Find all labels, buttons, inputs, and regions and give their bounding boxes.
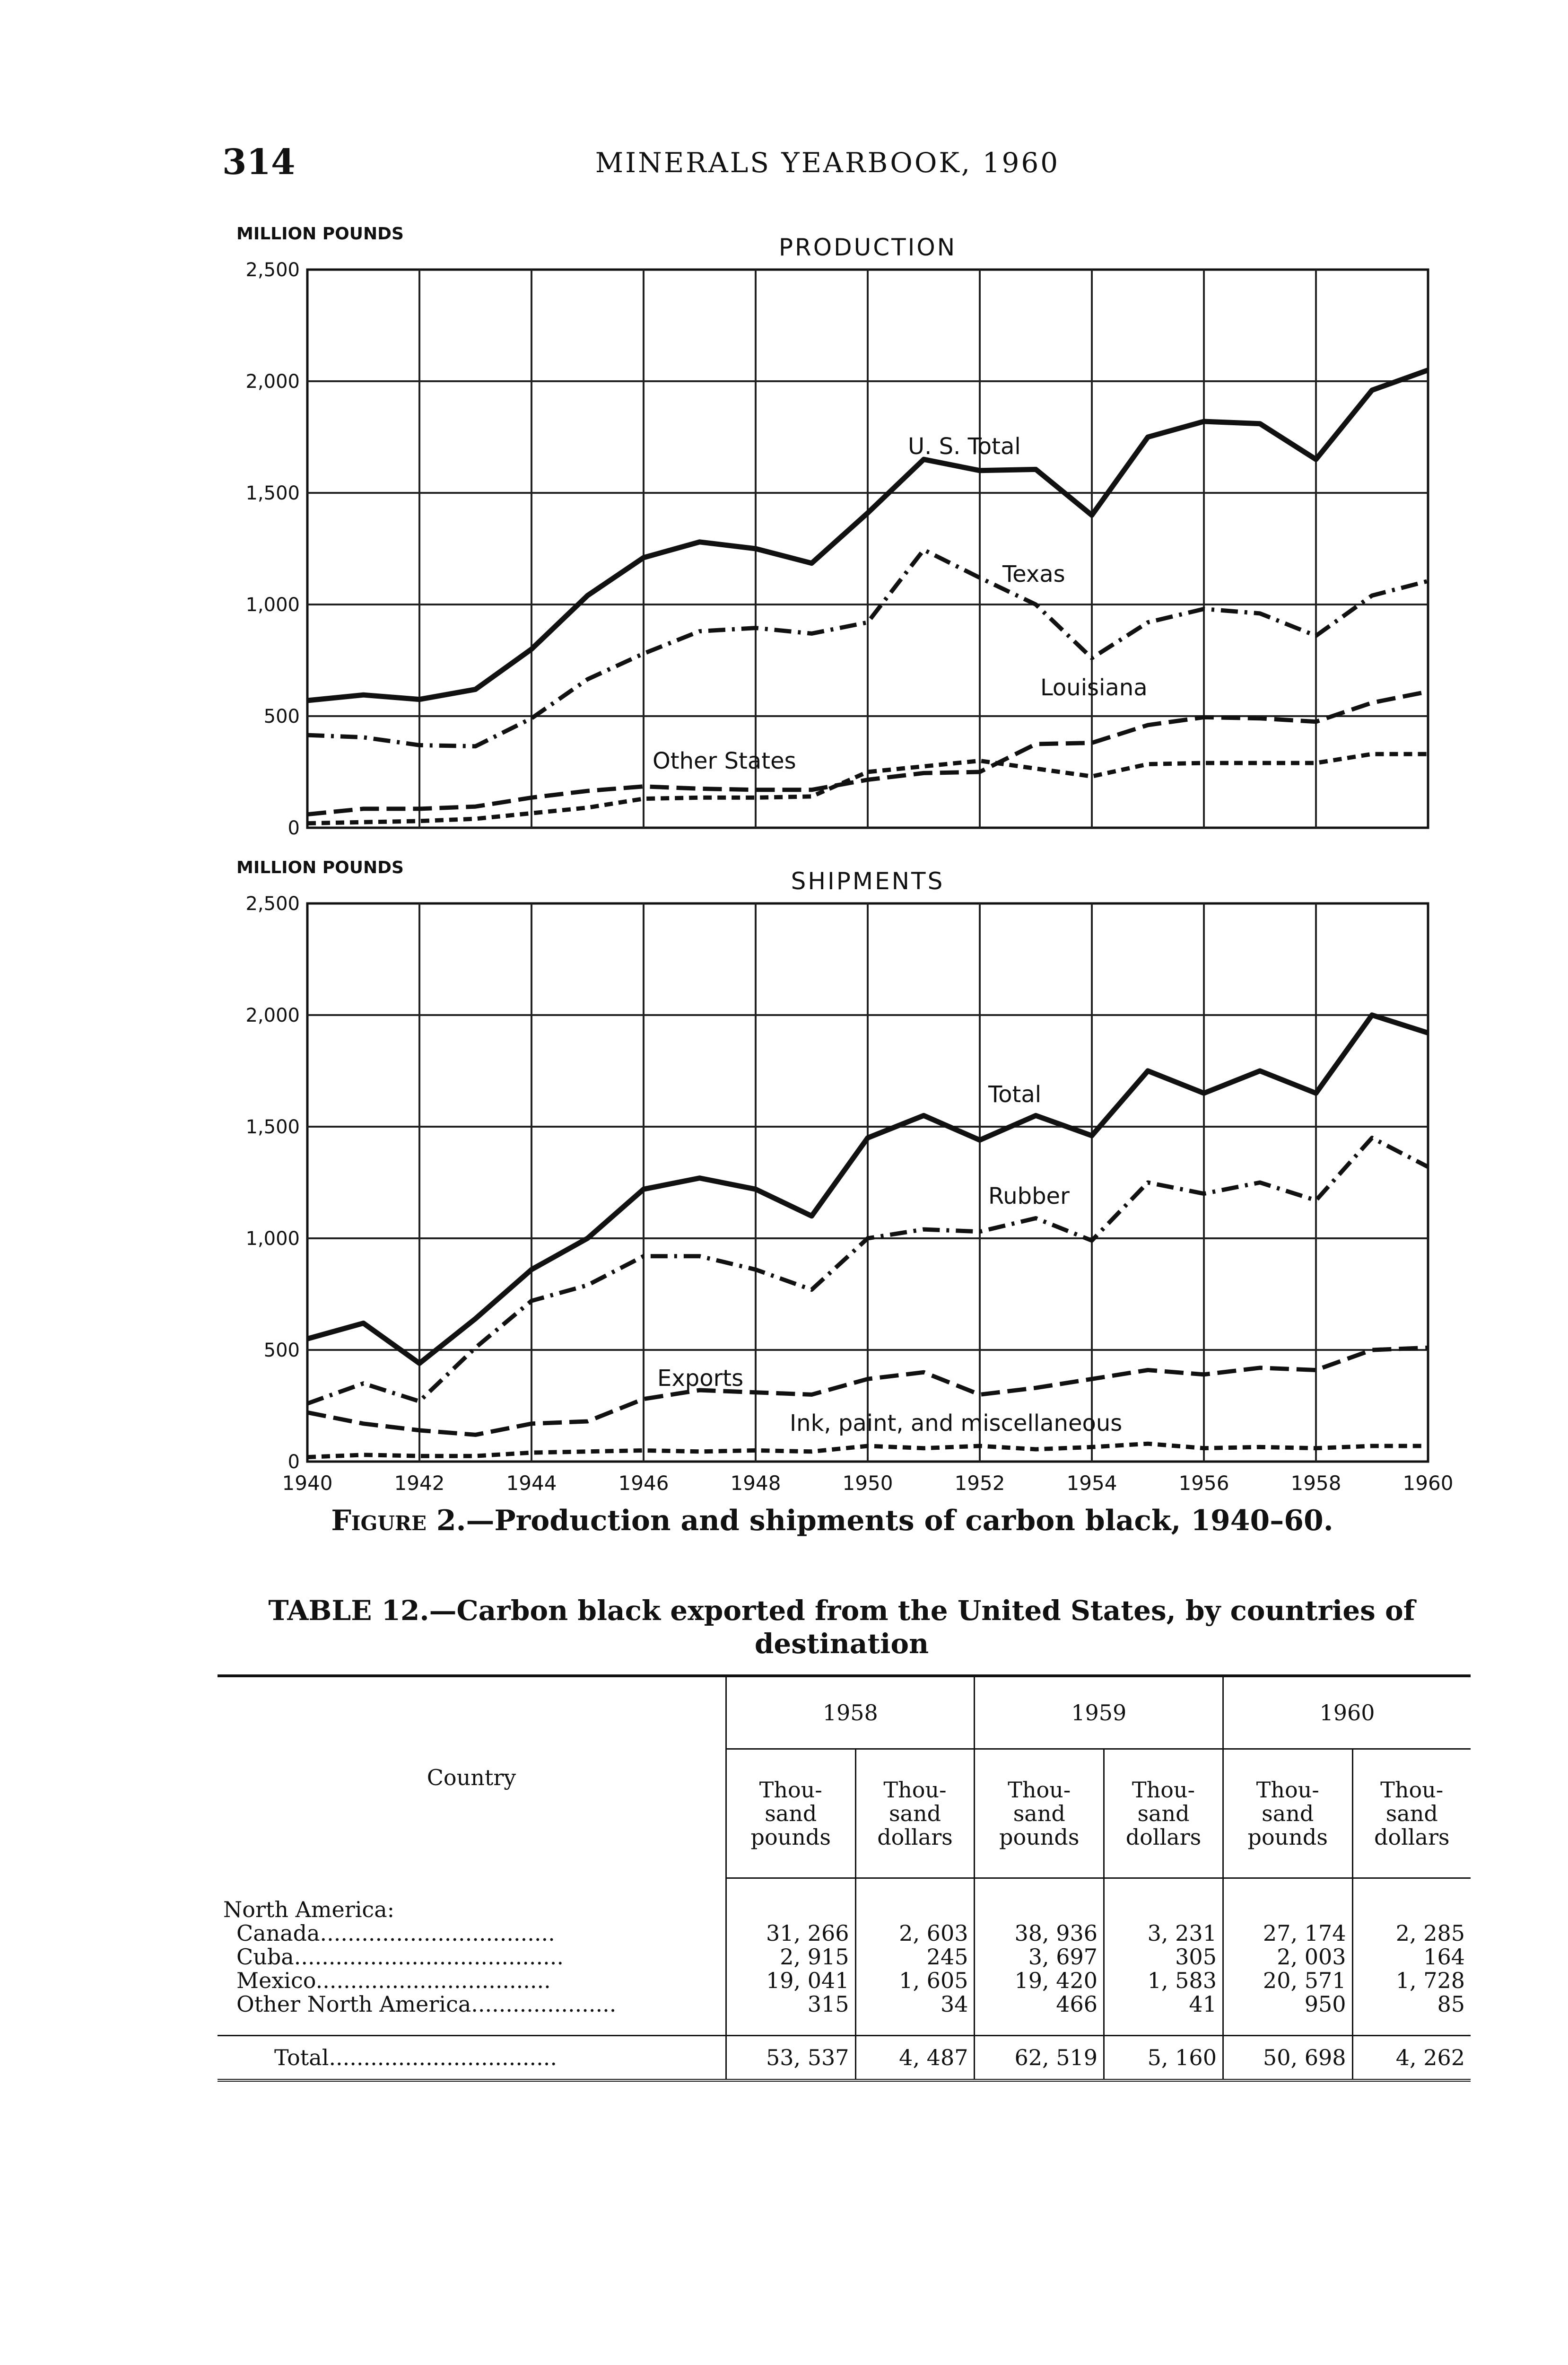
country-column-header: Country bbox=[218, 1676, 726, 1878]
y-tick-label: 2,000 bbox=[245, 371, 300, 393]
table-cell: 315 bbox=[726, 1992, 856, 2016]
x-tick-label: 1940 bbox=[282, 1472, 333, 1495]
x-tick-label: 1946 bbox=[618, 1472, 669, 1495]
unit-header-pounds: Thou- sand pounds bbox=[726, 1749, 856, 1878]
unit-header-dollars: Thou- sand dollars bbox=[1352, 1749, 1471, 1878]
y-tick-label: 2,500 bbox=[245, 259, 300, 281]
y-tick-label: 1,500 bbox=[245, 482, 300, 504]
unit-header-pounds: Thou- sand pounds bbox=[1223, 1749, 1352, 1878]
unit-header-dollars: Thou- sand dollars bbox=[855, 1749, 975, 1878]
x-tick-label: 1944 bbox=[506, 1472, 557, 1495]
table-cell: 2, 285 bbox=[1395, 1920, 1465, 1946]
country-name: Canada bbox=[236, 1921, 320, 1945]
y-tick-label: 1,500 bbox=[245, 1116, 300, 1138]
y-tick-label: 500 bbox=[263, 1340, 300, 1361]
year-header-1958: 1958 bbox=[726, 1676, 975, 1749]
y-tick-label: 2,000 bbox=[245, 1005, 300, 1026]
table-cell: 466 bbox=[975, 1992, 1104, 2016]
series-label-rubber: Rubber bbox=[988, 1183, 1070, 1209]
figure-caption-text: —Production and shipments of carbon black, 1940–60. bbox=[466, 1504, 1333, 1537]
table-cell: 41 bbox=[1104, 1992, 1223, 2016]
series-label-texas: Texas bbox=[1002, 561, 1065, 587]
table-cell: 2, 603 bbox=[855, 1921, 975, 1945]
total-cell: 53, 537 bbox=[726, 2036, 856, 2081]
table-row: Mexico.................................. 19, 041 1, 605 19, 420 1, 583 20, 571 1, 728 bbox=[218, 1969, 1471, 1992]
table-title: TABLE 12.—Carbon black exported from the United States, by countries of destination bbox=[268, 1594, 1415, 1660]
year-header-1960: 1960 bbox=[1223, 1676, 1471, 1749]
table-cell: 305 bbox=[1104, 1945, 1223, 1969]
y-tick-label: 2,500 bbox=[245, 893, 300, 915]
table-cell: 3, 231 bbox=[1104, 1921, 1223, 1945]
x-tick-label: 1942 bbox=[394, 1472, 445, 1495]
figure-label: Figure 2. bbox=[331, 1504, 466, 1537]
x-tick-label: 1958 bbox=[1290, 1472, 1342, 1495]
table-cell: 2, 003 bbox=[1223, 1945, 1352, 1969]
series-label-exports: Exports bbox=[657, 1365, 744, 1392]
country-name: Other North America bbox=[236, 1992, 471, 2016]
x-tick-label: 1950 bbox=[842, 1472, 893, 1495]
table-cell: 245 bbox=[855, 1945, 975, 1969]
production-chart bbox=[142, 218, 1466, 842]
total-label: Total bbox=[274, 2045, 329, 2070]
series-label-u-s-total: U. S. Total bbox=[908, 433, 1021, 460]
table-cell: 164 bbox=[1423, 1944, 1465, 1970]
total-cell: 62, 519 bbox=[975, 2036, 1104, 2081]
series-label-other-states: Other States bbox=[653, 748, 796, 774]
table-row: Cuba....................................... 2, 915 245 3, 697 305 2, 003 164 bbox=[218, 1945, 1471, 1969]
y-axis-label: MILLION POUNDS bbox=[236, 858, 404, 877]
y-tick-label: 0 bbox=[287, 1451, 300, 1473]
x-tick-label: 1956 bbox=[1178, 1472, 1229, 1495]
y-axis-label: MILLION POUNDS bbox=[236, 224, 404, 244]
figure-caption bbox=[222, 1504, 1442, 1537]
table-cell: 1, 583 bbox=[1104, 1969, 1223, 1992]
table-cell: 2, 915 bbox=[726, 1945, 856, 1969]
shipments-chart bbox=[142, 851, 1466, 1495]
x-tick-label: 1960 bbox=[1402, 1472, 1454, 1495]
x-tick-label: 1954 bbox=[1066, 1472, 1117, 1495]
series-label-total: Total bbox=[988, 1081, 1042, 1108]
table-cell: 31, 266 bbox=[726, 1921, 856, 1945]
running-title: MINERALS YEARBOOK, 1960 bbox=[595, 147, 1060, 179]
y-tick-label: 1,000 bbox=[245, 1228, 300, 1250]
chart-title: PRODUCTION bbox=[778, 234, 957, 261]
exports-table bbox=[218, 1674, 1471, 2082]
total-cell: 50, 698 bbox=[1223, 2036, 1352, 2081]
year-header-1959: 1959 bbox=[975, 1676, 1223, 1749]
page-header bbox=[222, 142, 1433, 199]
x-tick-label: 1948 bbox=[730, 1472, 781, 1495]
country-name: Cuba bbox=[236, 1945, 294, 1969]
unit-header-dollars: Thou- sand dollars bbox=[1104, 1749, 1223, 1878]
region-label: North America: bbox=[218, 1898, 726, 1921]
series-label-ink-paint-and-miscellaneous: Ink, paint, and miscellaneous bbox=[790, 1410, 1123, 1437]
table-row: Other North America..................... 315 34 466 41 950 85 bbox=[218, 1992, 1471, 2016]
table-cell: 20, 571 bbox=[1223, 1969, 1352, 1992]
y-tick-label: 500 bbox=[263, 706, 300, 727]
page-number: 314 bbox=[222, 142, 296, 183]
total-cell: 5, 160 bbox=[1104, 2036, 1223, 2081]
table-cell: 1, 728 bbox=[1395, 1968, 1465, 1993]
x-tick-label: 1952 bbox=[954, 1472, 1005, 1495]
table-cell: 27, 174 bbox=[1223, 1921, 1352, 1945]
table-cell: 19, 041 bbox=[726, 1969, 856, 1992]
total-row: Total................................. 53, 537 4, 487 62, 519 5, 160 50, 698 4, 262 bbox=[218, 2036, 1471, 2081]
series-label-louisiana: Louisiana bbox=[1040, 674, 1148, 701]
total-cell: 4, 262 bbox=[1352, 2036, 1471, 2081]
table-cell: 3, 697 bbox=[975, 1945, 1104, 1969]
total-cell: 4, 487 bbox=[855, 2036, 975, 2081]
table-cell: 19, 420 bbox=[975, 1969, 1104, 1992]
table-cell: 85 bbox=[1437, 1991, 1465, 2017]
table-cell: 34 bbox=[855, 1992, 975, 2016]
table-cell: 1, 605 bbox=[855, 1969, 975, 1992]
y-tick-label: 1,000 bbox=[245, 594, 300, 616]
table-cell: 38, 936 bbox=[975, 1921, 1104, 1945]
y-tick-label: 0 bbox=[287, 817, 300, 839]
table-row: Canada.................................. 31, 266 2, 603 38, 936 3, 231 27, 174 2, 285 bbox=[218, 1921, 1471, 1945]
table-cell: 950 bbox=[1223, 1992, 1352, 2016]
chart-title: SHIPMENTS bbox=[791, 867, 945, 895]
country-name: Mexico bbox=[236, 1969, 316, 1992]
unit-header-pounds: Thou- sand pounds bbox=[975, 1749, 1104, 1878]
